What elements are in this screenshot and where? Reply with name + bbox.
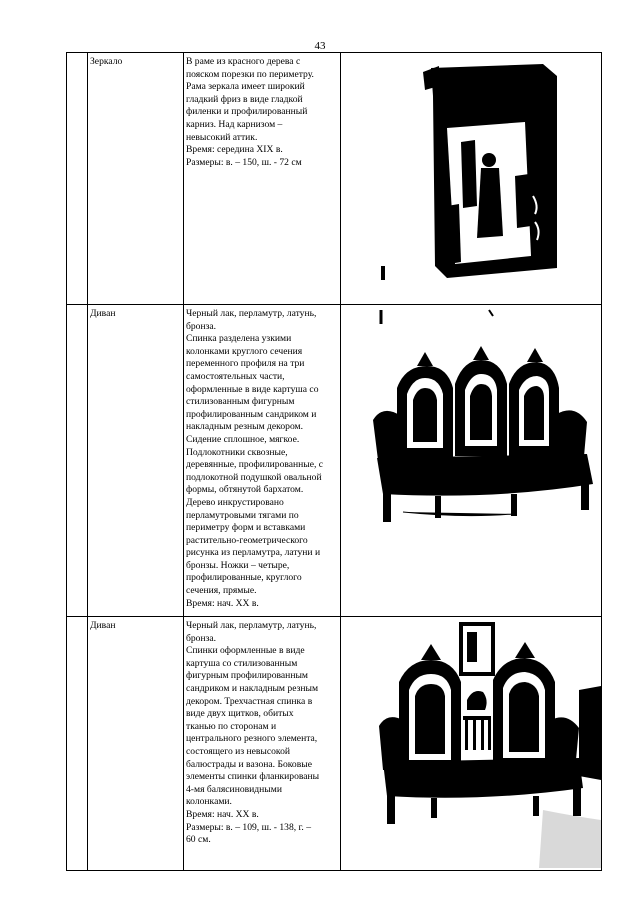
description-line: Черный лак, перламутр, латунь, bbox=[186, 308, 317, 319]
description-line: фигурным профилированным bbox=[186, 670, 308, 682]
description-line: растительно-геометрического bbox=[186, 534, 308, 546]
description-line: формы, обтянутой бархатом. bbox=[186, 484, 304, 496]
description-line: Сидение сплошное, мягкое. bbox=[186, 433, 300, 445]
item-description bbox=[184, 305, 341, 617]
description-line: 4-мя балясиновидными bbox=[186, 783, 282, 795]
description-line: самостоятельных части, bbox=[186, 370, 285, 382]
description-line: бронзы. Ножки – четыре, bbox=[186, 559, 290, 571]
description-line: Дерево инкрустировано bbox=[186, 496, 284, 508]
description-line: накладным резным декором. bbox=[186, 421, 304, 433]
number-cell bbox=[67, 305, 88, 617]
table-row bbox=[67, 305, 602, 617]
description-line: стилизованным фигурным bbox=[186, 396, 295, 408]
description-line: рисунка из перламутра, латуни и bbox=[186, 547, 321, 559]
description-line: Время: нач. XX в. bbox=[186, 597, 259, 609]
description-line: Размеры: в. – 109, ш. - 138, г. – bbox=[186, 821, 312, 833]
description-line: карниз. Над карнизом – bbox=[186, 118, 283, 130]
description-line: декором. Трехчастная спинка в bbox=[186, 695, 313, 707]
description-line: Спинка разделена узкими bbox=[186, 333, 292, 345]
description-line: колонками круглого сечения bbox=[186, 345, 303, 357]
description-line: состоящего из невысокой bbox=[186, 745, 291, 757]
description-line: колонками. bbox=[186, 796, 232, 808]
description-line: бронза. bbox=[186, 320, 217, 332]
item-description bbox=[184, 617, 341, 871]
description-line: элементы спинки фланкированы bbox=[186, 771, 320, 783]
description-line: Спинки оформленные в виде bbox=[186, 645, 305, 657]
description-line: перламутровыми тягами по bbox=[186, 509, 299, 521]
mirror-photo bbox=[343, 56, 602, 304]
sofa-photo bbox=[343, 308, 602, 616]
table-row bbox=[67, 617, 602, 871]
item-name: Диван bbox=[88, 305, 184, 617]
description-line: пояском порезки по периметру. bbox=[186, 68, 314, 80]
description-line: периметру форм и вставками bbox=[186, 522, 306, 534]
description-line: профилированные, круглого bbox=[186, 572, 302, 584]
description-line: сандриком и накладным резным bbox=[186, 682, 319, 694]
description-line: виде двух щитков, обитых bbox=[186, 708, 294, 720]
description-line: невысокий аттик. bbox=[186, 131, 258, 143]
description-line: Время: середина XIX в. bbox=[186, 144, 283, 156]
description-line: балюстрады и вазона. Боковые bbox=[186, 758, 312, 770]
description-line: Подлокотники сквозные, bbox=[186, 446, 288, 458]
description-line: Рама зеркала имеет широкий bbox=[186, 81, 305, 93]
description-line: картуша со стилизованным bbox=[186, 657, 298, 669]
item-name: Зеркало bbox=[88, 53, 184, 305]
item-description bbox=[184, 53, 341, 305]
sofa-photo bbox=[343, 620, 602, 870]
number-cell bbox=[67, 53, 88, 305]
table-row bbox=[67, 53, 602, 305]
description-line: переменного профиля на три bbox=[186, 358, 305, 370]
item-name: Диван bbox=[88, 617, 184, 871]
number-cell bbox=[67, 617, 88, 871]
description-line: Размеры: в. – 150, ш. - 72 см bbox=[186, 156, 302, 168]
image-cell bbox=[341, 617, 602, 871]
image-cell bbox=[341, 305, 602, 617]
image-cell bbox=[341, 53, 602, 305]
description-line: подлокотной подушкой овальной bbox=[186, 471, 322, 483]
catalog-table bbox=[66, 52, 602, 871]
description-line: Время: нач. XX в. bbox=[186, 808, 259, 820]
description-line: гладкий фриз в виде гладкой bbox=[186, 93, 303, 105]
description-line: филенки и профилированный bbox=[186, 106, 308, 118]
description-line: тканью по сторонам и bbox=[186, 720, 277, 732]
description-line: центрального резного элемента, bbox=[186, 733, 318, 745]
description-line: 60 см. bbox=[186, 834, 211, 846]
description-line: В раме из красного дерева с bbox=[186, 56, 301, 67]
description-line: Черный лак, перламутр, латунь, bbox=[186, 620, 317, 631]
description-line: деревянные, профилированные, с bbox=[186, 459, 324, 471]
description-line: бронза. bbox=[186, 632, 217, 644]
description-line: оформленные в виде картуша со bbox=[186, 383, 319, 395]
page-number: 43 bbox=[314, 40, 326, 52]
description-line: профилированным сандриком и bbox=[186, 408, 317, 420]
description-line: сечения, прямые. bbox=[186, 585, 257, 597]
